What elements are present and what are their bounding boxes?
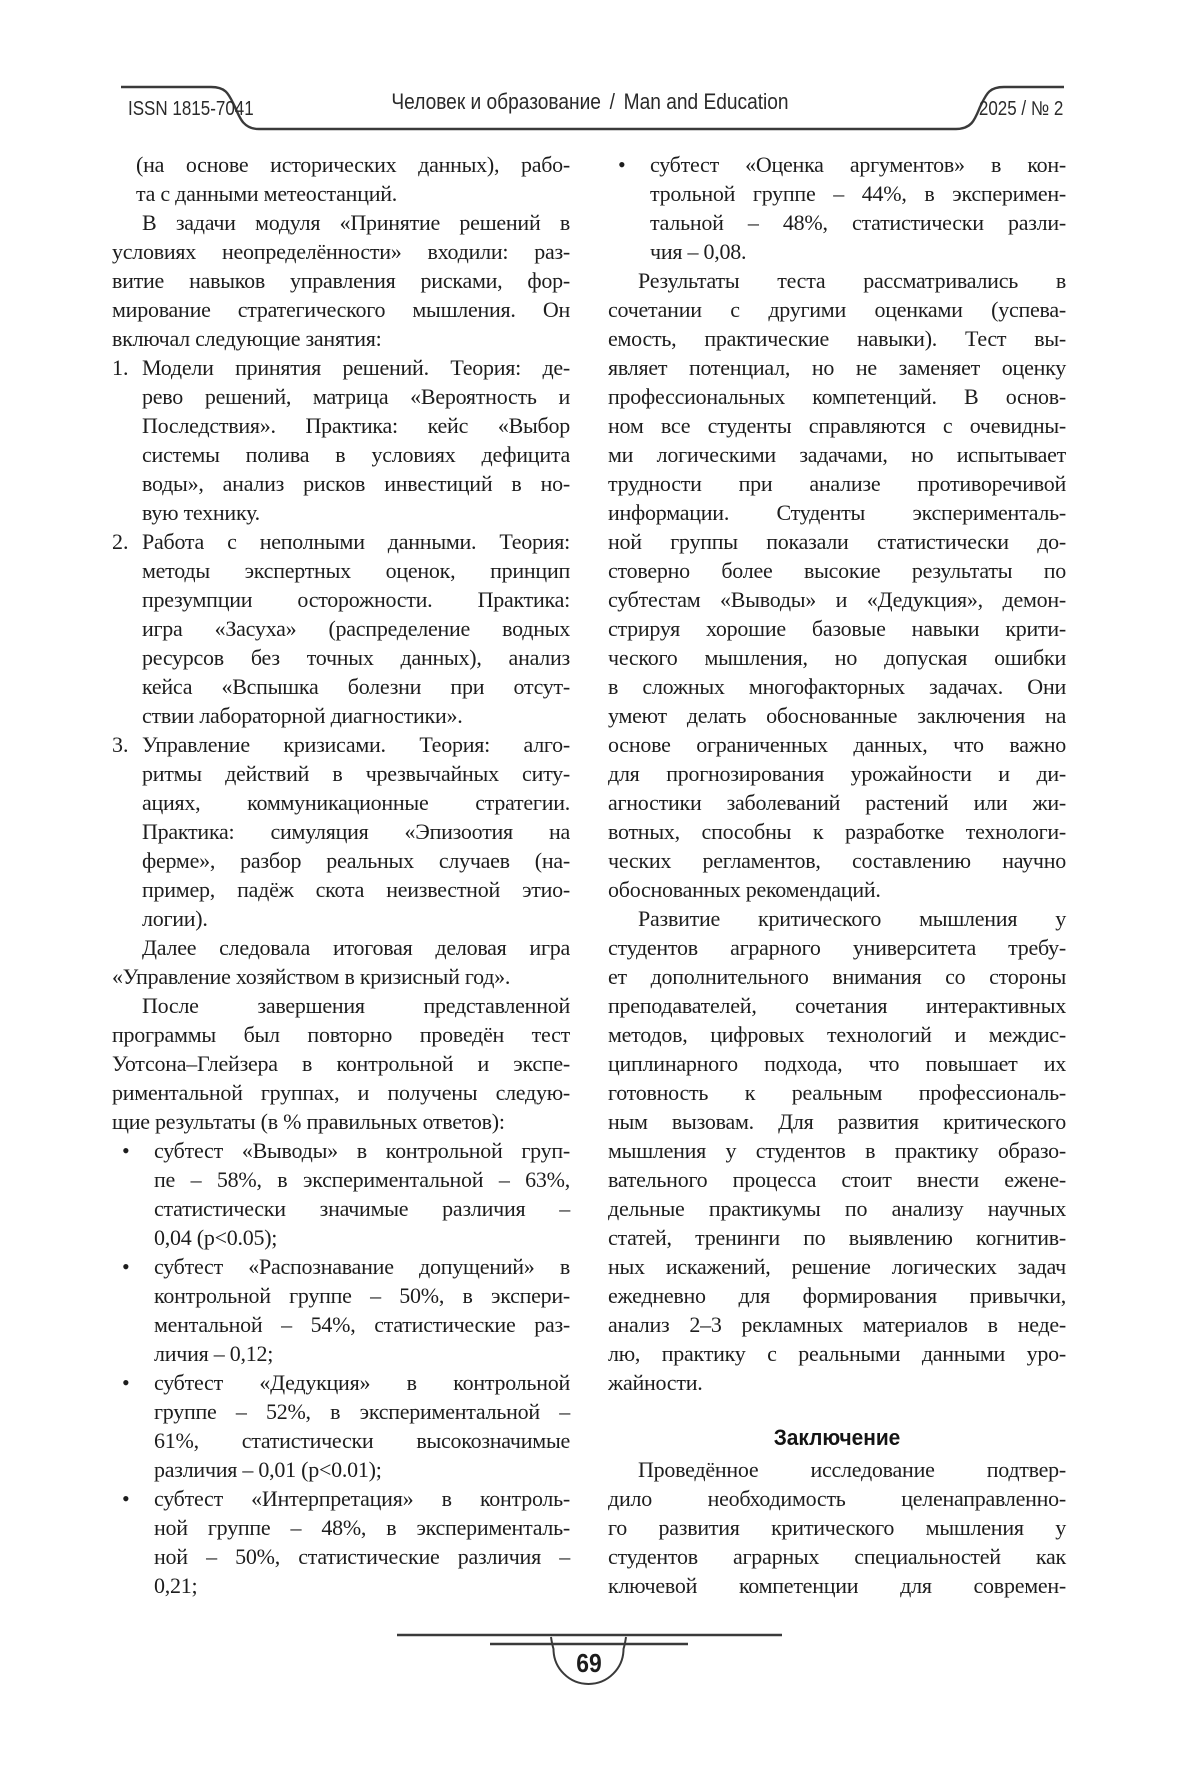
text-line: рево решений, матрица «Вероятность и	[142, 384, 570, 409]
text-line: субтест «Выводы» в контрольной груп-	[154, 1138, 570, 1163]
bullet-list-item	[112, 1368, 570, 1484]
text-line: дило необходимость целенаправленно-	[608, 1486, 1066, 1511]
text-line: программы был повторно проведён тест	[112, 1022, 570, 1047]
text-line: витие навыков управления рисками, фор-	[112, 268, 570, 293]
text-line: Проведённое исследование подтвер-	[638, 1457, 1066, 1482]
text-line: (на основе исторических данных), рабо-	[136, 152, 570, 177]
bullet-list-item	[112, 1252, 570, 1368]
text-line: щие результаты (в % правильных ответов):	[112, 1109, 505, 1134]
text-line: ствии лабораторной диагностики».	[142, 703, 463, 728]
paragraph	[608, 266, 1066, 904]
text-line: 0,21;	[154, 1573, 198, 1598]
text-line: субтест «Оценка аргументов» в кон-	[650, 152, 1066, 177]
text-line: вотных, способны к разработке технологи-	[608, 819, 1066, 844]
text-line: информации. Студенты эксперименталь-	[608, 500, 1066, 525]
journal-title	[277, 89, 903, 115]
text-line: воды», анализ рисков инвестиций в но-	[142, 471, 570, 496]
text-line: В задачи модуля «Принятие решений в	[142, 210, 570, 235]
list-number: 3.	[112, 732, 129, 757]
text-line: Работа с неполными данными. Теория:	[142, 529, 570, 554]
text-line: лю, практику с реальными данными уро-	[608, 1341, 1066, 1366]
text-line: вательного процесса стоит внести ежене-	[608, 1167, 1066, 1192]
text-line: агностики заболеваний растений или жи-	[608, 790, 1066, 815]
text-line: ной – 50%, статистические различия –	[154, 1544, 570, 1569]
text-line: трудности при анализе противоречивой	[608, 471, 1066, 496]
text-line: системы полива в условиях дефицита	[142, 442, 570, 467]
bullet-marker: •	[122, 1138, 130, 1163]
text-line: стрируя хорошие базовые навыки крити-	[608, 616, 1066, 641]
text-line: циплинарного подхода, что повышает их	[608, 1051, 1066, 1076]
text-line: Практика: симуляция «Эпизоотия на	[142, 819, 570, 844]
bullet-marker: •	[618, 152, 626, 177]
issn-label: ISSN 1815-7041	[128, 98, 254, 120]
text-line: Уотсона–Глейзера в контрольной и экспе-	[112, 1051, 570, 1076]
text-line: сочетании с другими оценками (успева-	[608, 297, 1066, 322]
text-line: кейса «Вспышка болезни при отсут-	[142, 674, 570, 699]
journal-title-en: Man and Education	[623, 89, 789, 114]
text-line: анализ 2–3 рекламных материалов в неде-	[608, 1312, 1066, 1337]
text-line: ет дополнительного внимания со стороны	[608, 964, 1066, 989]
page-number: 69	[576, 1648, 602, 1678]
text-line: жайности.	[608, 1370, 703, 1395]
text-line: игра «Засуха» (распределение водных	[142, 616, 570, 641]
text-line: методы экспертных оценок, принцип	[142, 558, 570, 583]
text-line: Далее следовала итоговая деловая игра	[142, 935, 570, 960]
text-line: емость, практические навыки). Тест вы-	[608, 326, 1066, 351]
text-line: субтест «Дедукция» в контрольной	[154, 1370, 570, 1395]
bullet-marker: •	[122, 1486, 130, 1511]
bullet-list-item	[112, 1484, 570, 1600]
text-line: статей, тренинги по выявлению когнитив-	[608, 1225, 1066, 1250]
text-line: трольной группе – 44%, в эксперимен-	[650, 181, 1066, 206]
text-line: умеют делать обоснованные заключения на	[608, 703, 1066, 728]
journal-title-separator: /	[609, 89, 615, 114]
text-line: ным вызовам. Для развития критического	[608, 1109, 1066, 1134]
text-line: основе ограниченных данных, что важно	[608, 732, 1066, 757]
text-line: профессиональных компетенций. В основ-	[608, 384, 1066, 409]
text-line: пример, падёж скота неизвестной этио-	[142, 877, 570, 902]
paragraph	[608, 904, 1066, 1397]
left-column	[112, 150, 570, 1600]
text-line: пе – 58%, в экспериментальной – 63%,	[154, 1167, 570, 1192]
text-line: ческих регламентов, составлению научно	[608, 848, 1066, 873]
text-line: студентов аграрных специальностей как	[608, 1544, 1066, 1569]
text-line: методов, цифровых технологий и междис-	[608, 1022, 1066, 1047]
continuation-paragraph	[112, 150, 570, 208]
text-line: Развитие критического мышления у	[638, 906, 1066, 931]
text-line: «Управление хозяйством в кризисный год».	[112, 964, 511, 989]
text-line: риментальной группах, и получены следую-	[112, 1080, 570, 1105]
paragraph	[112, 933, 570, 991]
text-line: та с данными метеостанций.	[136, 181, 398, 206]
text-line: обоснованных рекомендаций.	[608, 877, 881, 902]
text-line: презумпции осторожности. Практика:	[142, 587, 570, 612]
text-line: вую технику.	[142, 500, 260, 525]
bullet-list-item	[608, 150, 1066, 266]
text-line: ной группе – 48%, в эксперименталь-	[154, 1515, 570, 1540]
section-heading: Заключение	[773, 1425, 901, 1450]
text-line: тальной – 48%, статистически разли-	[650, 210, 1066, 235]
text-line: готовность к реальным профессиональ-	[608, 1080, 1066, 1105]
text-line: 0,04 (p<0.05);	[154, 1225, 278, 1250]
text-line: 61%, статистически высокозначимые	[154, 1428, 570, 1453]
text-line: студентов аграрного университета требу-	[608, 935, 1066, 960]
text-line: контрольной группе – 50%, в экспери-	[154, 1283, 570, 1308]
numbered-list-item	[112, 353, 570, 527]
issue-label: 2025 / № 2	[978, 98, 1063, 120]
text-line: мышления у студентов в практику образо-	[608, 1138, 1066, 1163]
text-line: стоверно более высокие результаты по	[608, 558, 1066, 583]
text-line: субтестам «Выводы» и «Дедукция», демон-	[608, 587, 1066, 612]
text-line: включал следующие занятия:	[112, 326, 382, 351]
text-line: ми логическими задачами, но испытывает	[608, 442, 1066, 467]
header-rule-decoration	[0, 0, 1200, 150]
text-line: ферме», разбор реальных случаев (на-	[142, 848, 570, 873]
numbered-list-item	[112, 527, 570, 730]
text-line: ресурсов без точных данных), анализ	[142, 645, 570, 670]
paragraph	[112, 208, 570, 353]
list-number: 1.	[112, 355, 129, 380]
text-line: ритмы действий в чрезвычайных ситу-	[142, 761, 570, 786]
text-line: ациях, коммуникационные стратегии.	[142, 790, 570, 815]
text-line: Результаты теста рассматривались в	[638, 268, 1066, 293]
text-line: статистически значимые различия –	[154, 1196, 570, 1221]
text-line: субтест «Распознавание допущений» в	[154, 1254, 570, 1279]
text-line: логии).	[142, 906, 208, 931]
text-line: ежедневно для формирования привычки,	[608, 1283, 1066, 1308]
text-line: являет потенциал, но не заменяет оценку	[608, 355, 1066, 380]
text-line: чия – 0,08.	[650, 239, 747, 264]
text-line: мирование стратегического мышления. Он	[112, 297, 570, 322]
text-line: ном все студенты справляются с очевидны-	[608, 413, 1066, 438]
text-line: ной группы показали статистически до-	[608, 529, 1066, 554]
text-line: ментальной – 54%, статистические раз-	[154, 1312, 570, 1337]
text-line: Последствия». Практика: кейс «Выбор	[142, 413, 570, 438]
text-line: преподавателей, сочетания интерактивных	[608, 993, 1066, 1018]
text-line: Модели принятия решений. Теория: де-	[142, 355, 570, 380]
bullet-marker: •	[122, 1370, 130, 1395]
text-line: личия – 0,12;	[154, 1341, 274, 1366]
bullet-list-item	[112, 1136, 570, 1252]
text-line: дельные практикумы по анализу научных	[608, 1196, 1066, 1221]
text-line: в сложных многофакторных задачах. Они	[608, 674, 1066, 699]
text-line: После завершения представленной	[142, 993, 570, 1018]
numbered-list-item	[112, 730, 570, 933]
text-line: го развития критического мышления у	[608, 1515, 1066, 1540]
text-line: различия – 0,01 (p<0.01);	[154, 1457, 382, 1482]
paragraph	[608, 1455, 1066, 1600]
text-line: ных искажений, решение логических задач	[608, 1254, 1066, 1279]
article-body	[112, 150, 1066, 1600]
text-line: субтест «Интерпретация» в контроль-	[154, 1486, 570, 1511]
right-column	[608, 150, 1066, 1600]
paragraph	[112, 991, 570, 1136]
journal-title-ru: Человек и образование	[391, 89, 601, 114]
list-number: 2.	[112, 529, 129, 554]
text-line: условиях неопределённости» входили: раз-	[112, 239, 570, 264]
text-line: ческого мышления, но допуская ошибки	[608, 645, 1066, 670]
text-line: группе – 52%, в экспериментальной –	[154, 1399, 570, 1424]
text-line: Управление кризисами. Теория: алго-	[142, 732, 570, 757]
text-line: ключевой компетенции для современ-	[608, 1573, 1066, 1598]
text-line: для прогнозирования урожайности и ди-	[608, 761, 1066, 786]
bullet-marker: •	[122, 1254, 130, 1279]
